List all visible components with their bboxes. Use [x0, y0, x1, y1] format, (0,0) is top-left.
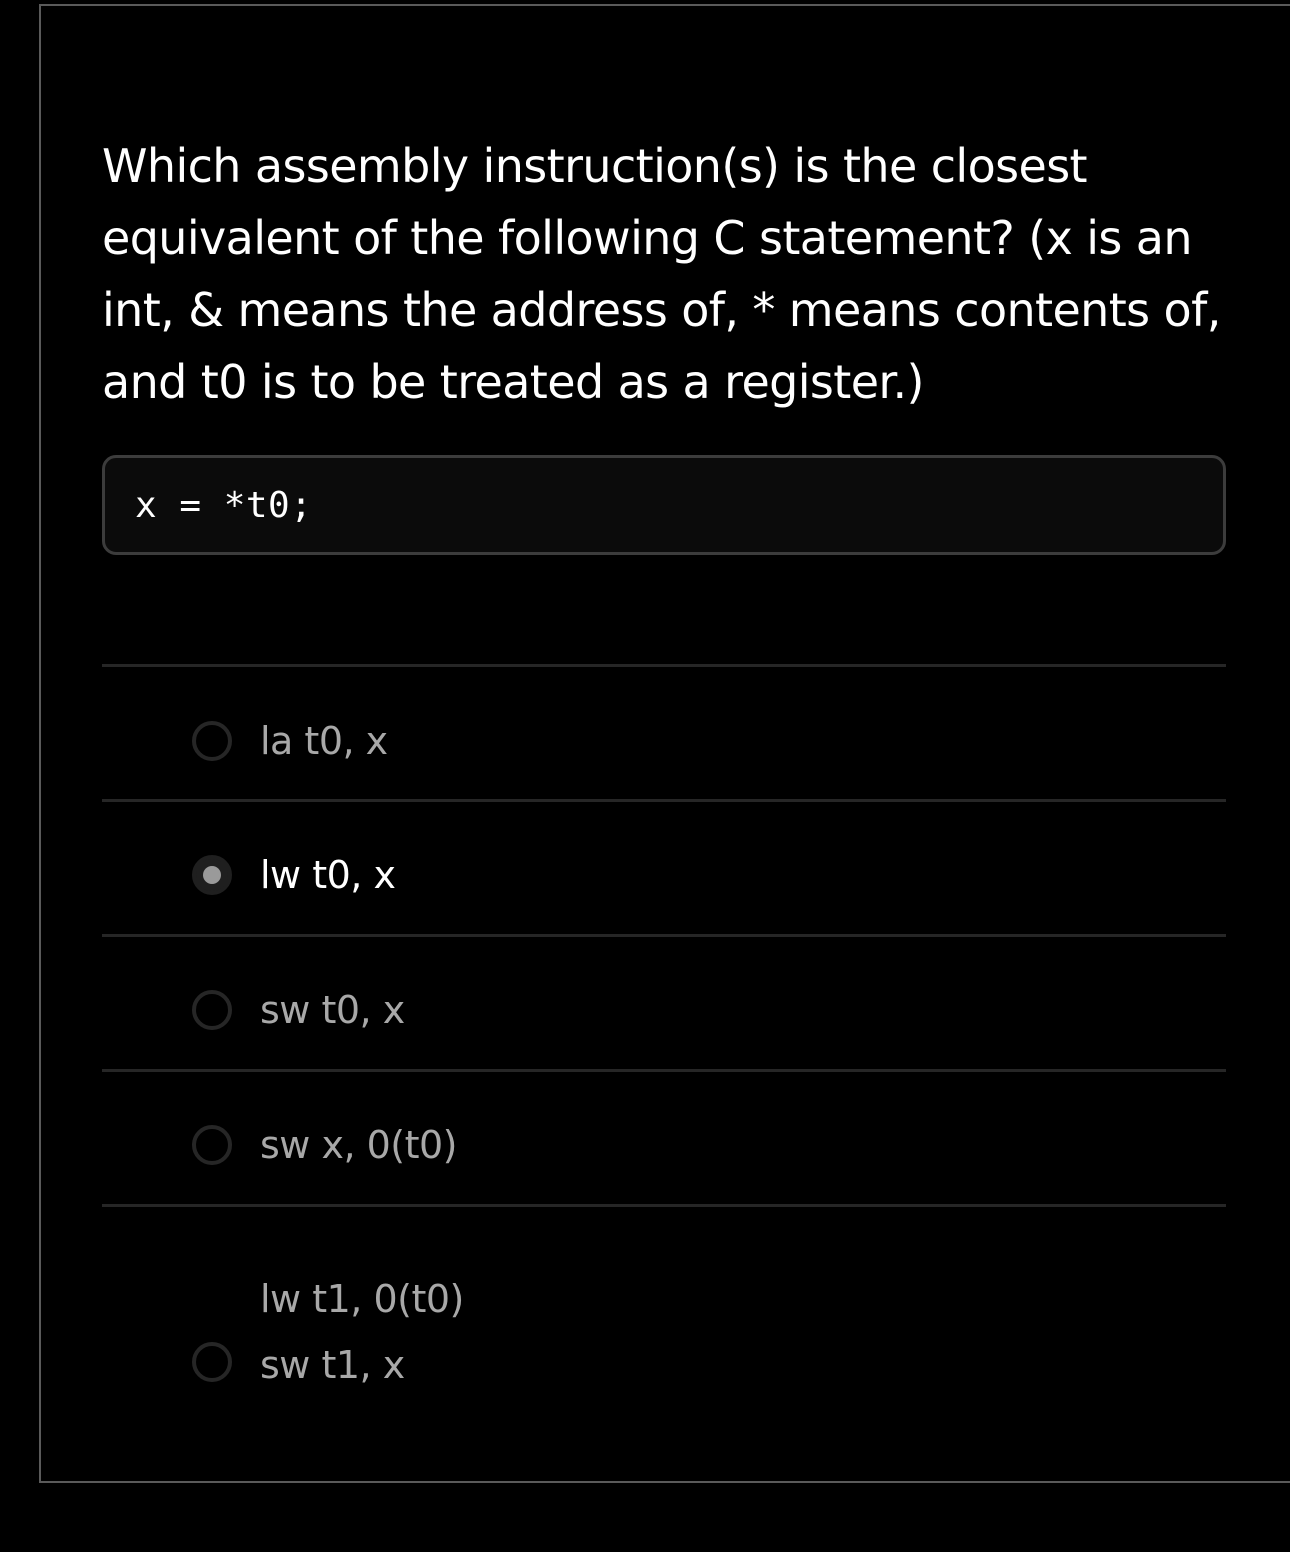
radio-button-3[interactable] — [192, 990, 232, 1030]
answer-option-3-label: sw t0, x — [260, 988, 405, 1032]
radio-button-5[interactable] — [192, 1342, 232, 1382]
option-divider — [102, 1204, 1226, 1207]
radio-button-4[interactable] — [192, 1125, 232, 1165]
code-statement: x = *t0; — [135, 484, 313, 526]
radio-selected-dot — [203, 866, 221, 884]
answer-option-1[interactable] — [102, 701, 1226, 781]
radio-button-2[interactable] — [192, 855, 232, 895]
answer-option-1-label: la t0, x — [260, 719, 388, 763]
radio-button-1[interactable] — [192, 721, 232, 761]
question-text: Which assembly instruction(s) is the closest equivalent of the following C statement? (x is an int, & means the address of, * means contents of, and t0 is to be treated as a register.) — [102, 139, 1221, 409]
code-block — [102, 455, 1226, 555]
answer-option-2[interactable] — [102, 835, 1226, 915]
answer-option-4[interactable] — [102, 1105, 1226, 1185]
answer-option-2-label: lw t0, x — [260, 853, 396, 897]
answer-option-5-label: lw t1, 0(t0) sw t1, x — [260, 1277, 464, 1387]
answer-option-5[interactable] — [102, 1266, 1226, 1406]
option-divider — [102, 934, 1226, 937]
option-divider — [102, 664, 1226, 667]
answer-option-4-label: sw x, 0(t0) — [260, 1123, 458, 1167]
option-divider — [102, 799, 1226, 802]
option-divider — [102, 1069, 1226, 1072]
answer-option-3[interactable] — [102, 970, 1226, 1050]
